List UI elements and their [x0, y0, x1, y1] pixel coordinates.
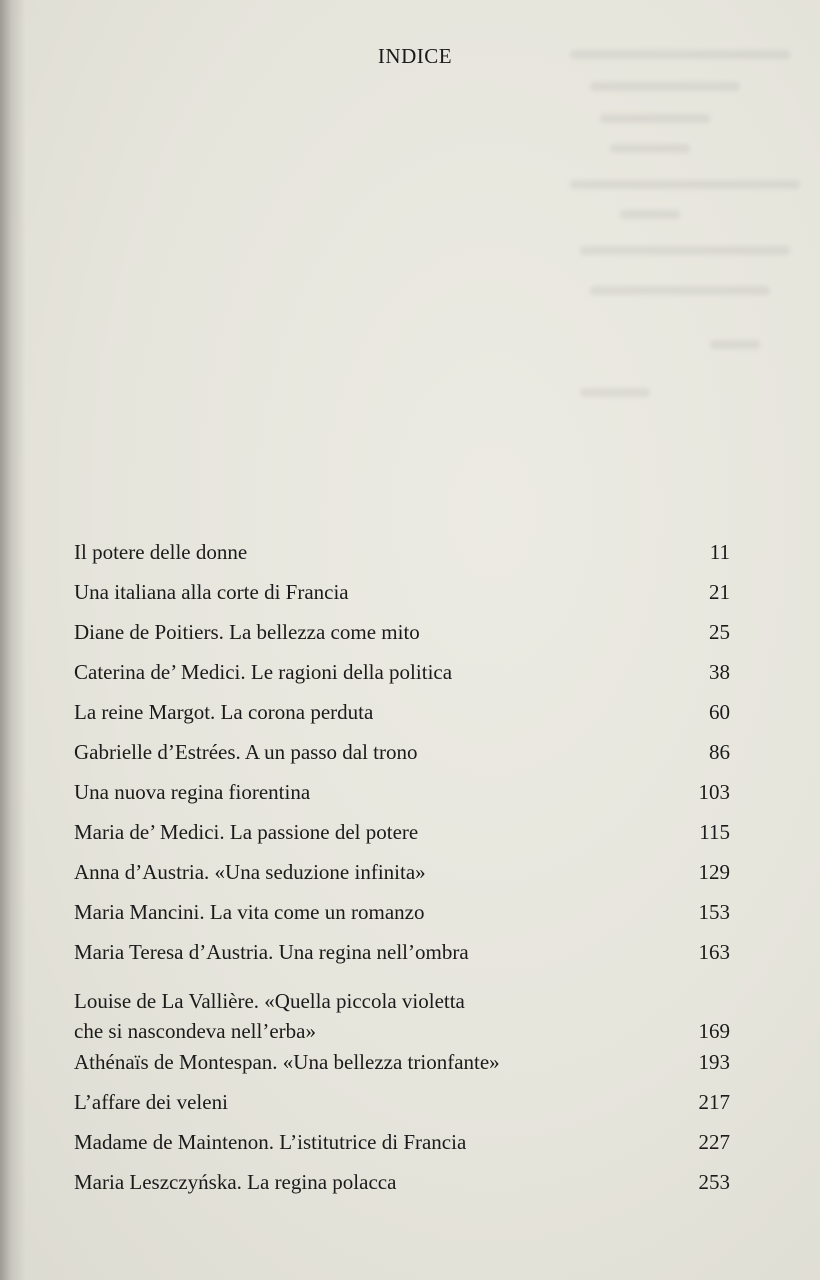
toc-entry-page: 253 — [698, 1170, 730, 1194]
toc-entry-title-line-2: che si nascondeva nell’erba» — [74, 1019, 316, 1043]
toc-entry-title: Una italiana alla corte di Francia — [74, 580, 349, 604]
toc-entry-page: 115 — [699, 820, 730, 844]
toc-entry — [74, 1042, 730, 1082]
toc-entry-page: 169 — [698, 1019, 730, 1043]
toc-entry-page: 227 — [698, 1130, 730, 1154]
toc-entry-title: Diane de Poitiers. La bellezza come mito — [74, 620, 420, 644]
toc-entry-title: Athénaïs de Montespan. «Una bellezza trionfante» — [74, 1050, 500, 1074]
toc-entry — [74, 612, 730, 652]
toc-entry-title — [74, 986, 682, 1046]
toc-entry — [74, 652, 730, 692]
toc-entry-title: Gabrielle d’Estrées. A un passo dal trono — [74, 740, 418, 764]
toc-entry-title: Anna d’Austria. «Una seduzione infinita» — [74, 860, 426, 884]
toc-entry-page: 60 — [709, 700, 730, 724]
toc-entry-page: 86 — [709, 740, 730, 764]
toc-entry-page: 129 — [698, 860, 730, 884]
toc-entry — [74, 1122, 730, 1162]
toc-entry-page: 153 — [698, 900, 730, 924]
toc-entry-title: Maria Leszczyńska. La regina polacca — [74, 1170, 397, 1194]
toc-entry — [74, 1162, 730, 1202]
spine-shadow — [0, 0, 26, 1280]
toc-entry-page: 103 — [698, 780, 730, 804]
toc-entry — [74, 732, 730, 772]
toc-entry-page: 193 — [698, 1050, 730, 1074]
toc-entry — [74, 772, 730, 812]
toc-entry-page: 38 — [709, 660, 730, 684]
toc-entry — [74, 812, 730, 852]
toc-entry-page: 21 — [709, 580, 730, 604]
toc-entry — [74, 692, 730, 732]
toc-entry-page: 25 — [709, 620, 730, 644]
toc-entry — [74, 572, 730, 612]
toc-entry-title: La reine Margot. La corona perduta — [74, 700, 374, 724]
toc-entry-title: L’affare dei veleni — [74, 1090, 228, 1114]
toc-entry-title: Il potere delle donne — [74, 540, 248, 564]
toc-entry-title: Una nuova regina fiorentina — [74, 780, 311, 804]
show-through-text — [560, 40, 810, 420]
toc-entry-page: 217 — [698, 1090, 730, 1114]
toc-entry-page: 11 — [709, 540, 730, 564]
toc-entry — [74, 532, 730, 572]
toc-entry-title: Madame de Maintenon. L’istitutrice di Francia — [74, 1130, 467, 1154]
toc-entry — [74, 1082, 730, 1122]
table-of-contents — [74, 532, 730, 1202]
toc-entry-title: Maria Teresa d’Austria. Una regina nell’ombra — [74, 940, 469, 964]
toc-entry — [74, 852, 730, 892]
toc-entry — [74, 932, 730, 972]
page-title: INDICE — [377, 44, 453, 68]
toc-entry-title: Maria de’ Medici. La passione del potere — [74, 820, 419, 844]
toc-entry-title: Caterina de’ Medici. Le ragioni della politica — [74, 660, 453, 684]
toc-entry-title-line-1: Louise de La Vallière. «Quella piccola violetta — [74, 989, 465, 1013]
toc-entry — [74, 892, 730, 932]
toc-entry — [74, 972, 730, 1046]
toc-entry-page: 163 — [698, 940, 730, 964]
toc-entry-title: Maria Mancini. La vita come un romanzo — [74, 900, 425, 924]
